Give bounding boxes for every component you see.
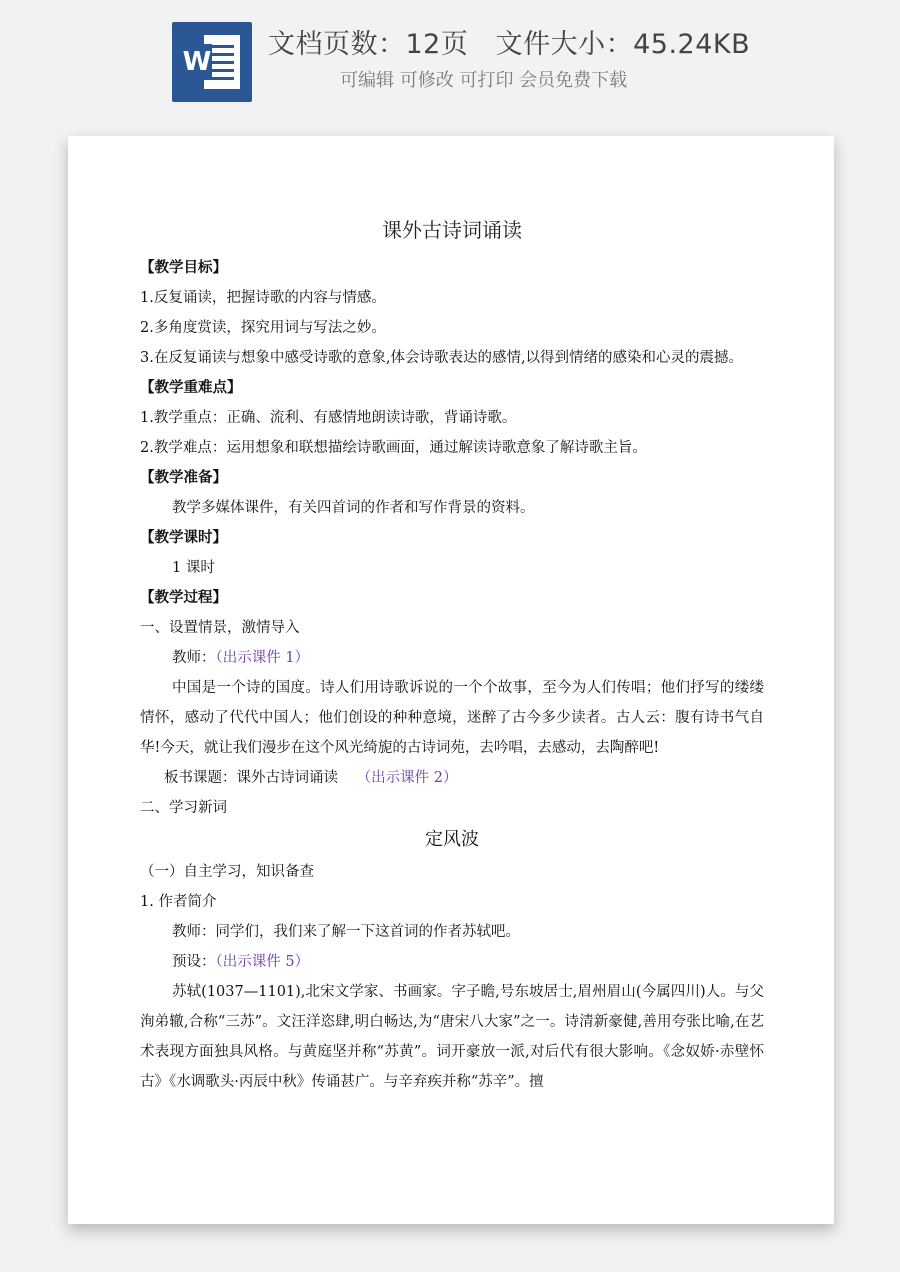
author-paragraph: 苏轼(1037—1101),北宋文学家、书画家。字子瞻,号东坡居士,眉州眉山(今属四川)人。与父洵弟辙,合称“三苏”。文汪洋恣肆,明白畅达,为“唐宋八大家”之一。诗清新豪健,善用夸张比喻,在艺术表现方面独具风格。与黄庭坚并称“苏黄”。词开豪放一派,对后代有很大影响。《念奴娇·赤壁怀古》《水调歌头·丙辰中秋》传诵甚广。与辛弃疾并称“苏辛”。擅 [140, 984, 764, 1090]
preset-line [140, 947, 764, 977]
board-label: 板书课题：课外古诗词诵读 [164, 770, 338, 786]
preset-label: 预设： [172, 954, 216, 970]
slide-note: （出示课件 5） [215, 954, 310, 970]
word-document-icon: W [172, 22, 252, 102]
slide-note: （出示课件 1） [215, 650, 310, 666]
preparation-text: 教学多媒体课件，有关四首词的作者和写作背景的资料。 [172, 500, 535, 516]
key-point-item: 2.教学难点：运用想象和联想描绘诗歌画面，通过解读诗歌意象了解诗歌主旨。 [140, 440, 647, 456]
section-heading-process: 【教学过程】 [140, 589, 227, 606]
goal-item: 3.在反复诵读与想象中感受诗歌的意象,体会诗歌表达的感情,以得到情绪的感染和心灵的震撼。 [140, 350, 744, 366]
hours-text: 1 课时 [172, 560, 215, 576]
section-heading-key-points: 【教学重难点】 [140, 379, 242, 396]
step-heading: 二、学习新词 [140, 800, 227, 816]
document-body [140, 214, 764, 1097]
document-features: 可编辑 可修改 可打印 会员免费下载 [340, 70, 628, 91]
step-heading: 一、设置情景，激情导入 [140, 620, 300, 636]
teacher-line: 教师：同学们，我们来了解一下这首词的作者苏轼吧。 [172, 924, 520, 940]
sub-item: 1. 作者简介 [140, 894, 217, 910]
teacher-label: 教师： [172, 650, 216, 666]
document-info-header [0, 0, 900, 120]
document-stats: 文档页数：12页 文件大小：45.24KB [268, 29, 751, 60]
section-heading-preparation: 【教学准备】 [140, 469, 227, 486]
section-heading-goals: 【教学目标】 [140, 259, 227, 276]
board-line [140, 763, 764, 793]
intro-paragraph: 中国是一个诗的国度。诗人们用诗歌诉说的一个个故事，至今为人们传唱；他们抒写的缕缕情怀，感动了代代中国人；他们创设的种种意境，迷醉了古今多少读者。古人云：腹有诗书气自华!今天，就让我们漫步在这个风光绮旎的古诗词苑，去吟唱，去感动，去陶醉吧! [140, 680, 764, 756]
document-page [68, 136, 834, 1224]
poem-title: 定风波 [425, 829, 479, 850]
key-point-item: 1.教学重点：正确、流利、有感情地朗读诗歌，背诵诗歌。 [140, 410, 517, 426]
goal-item: 1.反复诵读，把握诗歌的内容与情感。 [140, 290, 386, 306]
slide-note: （出示课件 2） [356, 770, 458, 786]
goal-item: 2.多角度赏读，探究用词与写法之妙。 [140, 320, 386, 336]
section-heading-hours: 【教学课时】 [140, 529, 227, 546]
sub-heading: （一）自主学习，知识备查 [140, 864, 314, 880]
teacher-line [140, 643, 764, 673]
document-title: 课外古诗词诵读 [382, 218, 522, 242]
